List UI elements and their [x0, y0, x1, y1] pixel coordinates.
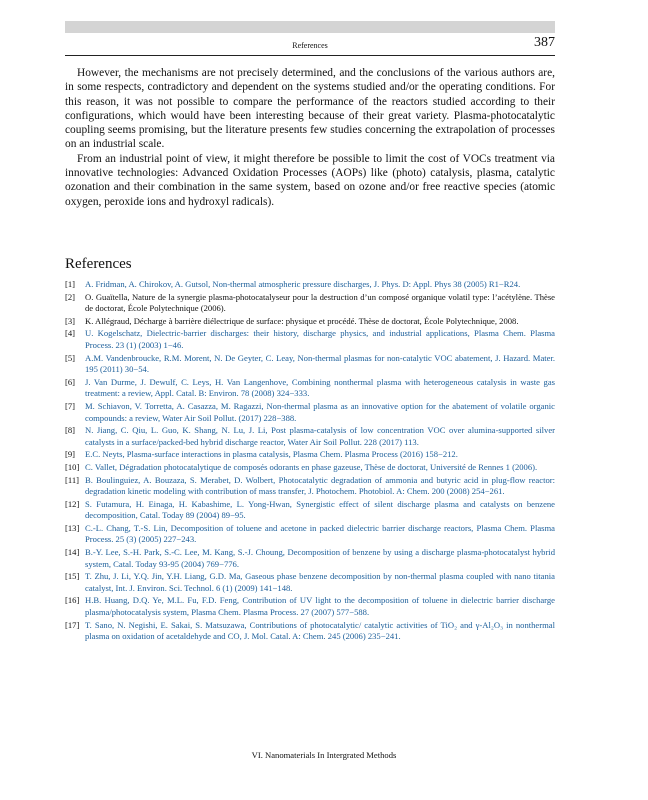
reference-number: [2] [65, 291, 76, 302]
page-header [65, 37, 555, 56]
reference-text: O. Guaïtella, Nature de la synergie plasma-photocatalyseur pour la destruction d’un composé organique volatil type: l’acétylène. Thèse de doctorat, École Polytechnique (2006). [85, 291, 555, 314]
reference-number: [16] [65, 595, 80, 606]
reference-number: [10] [65, 461, 80, 472]
reference-link[interactable]: A.M. Vandenbroucke, R.M. Morent, N. De Geyter, C. Leay, Non-thermal plasmas for non-catalytic VOC abatement, J. Hazard. Mater. 195 (2011) 30−54. [85, 352, 555, 375]
reference-item[interactable] [65, 401, 555, 424]
reference-link[interactable]: C. Vallet, Dégradation photocatalytique de composés odorants en phase gazeuse, Thèse de doctorat, Université de Rennes 1 (2006). [85, 461, 538, 472]
reference-link[interactable]: C.-L. Chang, T.-S. Lin, Decomposition of toluene and acetone in packed dielectric barrier discharge reactors, Plasma Chem. Plasma Process. 25 (3) (2005) 227−243. [85, 522, 555, 545]
reference-item[interactable] [65, 449, 555, 461]
reference-text: K. Allégraud, Décharge à barrière diélectrique de surface: physique et procédé. Thèse de doctorat, École Polytechnique, 2008. [85, 315, 519, 326]
page-number: 387 [534, 35, 555, 50]
page-footer: VI. Nanomaterials In Intergrated Methods [251, 750, 397, 760]
references-heading: References [65, 256, 132, 272]
reference-item[interactable] [65, 377, 555, 400]
reference-link[interactable]: B.-Y. Lee, S.-H. Park, S.-C. Lee, M. Kang, S.-J. Choung, Decomposition of benzene by using a discharge plasma-photocatalyst hybrid system, Catal. Today 93-95 (2004) 769−776. [85, 547, 555, 569]
reference-item [65, 316, 555, 328]
reference-number: [4] [65, 328, 76, 339]
reference-link[interactable]: M. Schiavon, V. Torretta, A. Casazza, M. Ragazzi, Non-thermal plasma as an innovative option for the abatement of volatile organic compounds: a review, Water Air Soil Pollut. (2017) 228−388. [85, 400, 555, 423]
reference-link[interactable]: H.B. Huang, D.Q. Ye, M.L. Fu, F.D. Feng, Contribution of UV light to the decomposition of toluene in dielectric barrier discharge plasma/photocatalysis system, Plasma Chem. Plasma Process. 27 (2007) 577−588. [85, 595, 555, 618]
reference-item[interactable] [65, 328, 555, 351]
reference-number: [14] [65, 547, 80, 558]
reference-item[interactable] [65, 571, 555, 594]
paragraph: From an industrial point of view, it might therefore be possible to limit the cost of VOCs treatment via innovative technologies: Advanced Oxidation Processes (AOPs) like (photo) catalysis, plasma, catalytic ozonation and their combination in the same system, based on ozone and/or free reactive species (atomic oxygen, peroxide ions and hydroxyl radicals). [65, 152, 555, 208]
body-text [65, 66, 555, 209]
reference-item[interactable] [65, 462, 555, 474]
reference-number: [7] [65, 400, 76, 411]
reference-number: [17] [65, 619, 80, 630]
reference-number: [8] [65, 425, 76, 436]
reference-item[interactable] [65, 523, 555, 546]
reference-item[interactable] [65, 595, 555, 618]
reference-item[interactable] [65, 425, 555, 448]
reference-item[interactable] [65, 620, 555, 643]
running-head: References [292, 41, 328, 50]
reference-link[interactable]: N. Jiang, C. Qiu, L. Guo, K. Shang, N. Lu, J. Li, Post plasma-catalysis of low concentration VOC over alumina-supported silver catalysts in a surface/packed-bed hybrid discharge reactor, Water Air Soil Pollut. 228 (2017) 113. [85, 425, 555, 447]
reference-link[interactable]: S. Futamura, H. Einaga, H. Kabashime, L. Yong-Hwan, Synergistic effect of silent discharge plasma and catalysts on benzene decomposition, Catal. Today 89 (2004) 89−95. [85, 498, 555, 521]
reference-number: [12] [65, 498, 80, 509]
reference-item[interactable] [65, 353, 555, 376]
reference-number: [5] [65, 352, 76, 363]
reference-link[interactable]: T. Sano, N. Negishi, E. Sakai, S. Matsuzawa, Contributions of photocatalytic/ catalytic activities of TiO₂ and γ-Al₂O₃ in nonthermal plasma on oxidation of acetaldehyde and CO, J. Mol. Catal. A: Chem. 245 (2006) 235−241. [85, 619, 555, 642]
reference-link[interactable]: E.C. Neyts, Plasma-surface interactions in plasma catalysis, Plasma Chem. Plasma Process (2016) 158−212. [85, 449, 458, 460]
reference-item[interactable] [65, 499, 555, 522]
reference-number: [3] [65, 315, 76, 326]
reference-number: [15] [65, 571, 80, 582]
reference-item[interactable] [65, 279, 555, 291]
header-bar [65, 21, 555, 33]
reference-link[interactable]: U. Kogelschatz, Dielectric-barrier discharges: their history, discharge physics, and industrial applications, Plasma Chem. Plasma Process. 23 (1) (2003) 1−46. [85, 328, 555, 350]
reference-link[interactable]: J. Van Durme, J. Dewulf, C. Leys, H. Van Langenhove, Combining nonthermal plasma with heterogeneous catalysis in waste gas treatment: a review, Appl. Catal. B: Environ. 78 (2008) 324−333. [85, 376, 555, 399]
reference-link[interactable]: A. Fridman, A. Chirokov, A. Gutsol, Non-thermal atmospheric pressure discharges, J. Phys. D: Appl. Phys 38 (2005) R1−R24. [85, 279, 521, 289]
reference-item[interactable] [65, 475, 555, 498]
reference-list [65, 279, 555, 644]
reference-number: [11] [65, 474, 79, 485]
reference-item [65, 292, 555, 315]
reference-link[interactable]: B. Boulinguiez, A. Bouzaza, S. Merabet, D. Wolbert, Photocatalytic degradation of ammonia and butyric acid in plug-flow reactor: degradation kinetic modeling with contribution of mass transfer, J. Photochem. Photobiol. A: Chem. 200 (2008) 254−261. [85, 474, 555, 497]
paragraph: However, the mechanisms are not precisely determined, and the conclusions of the various authors are, in some respects, contradictory and dependent on the systems studied and/or the operating conditions. For this reason, it was not possible to compare the performance of the reactors studied according to their configurations, which would have been interesting because of their great variety. Plasma-photocatalytic coupling seems promising, but the literature presents few studies concerning the extrapolation of processes on an industrial scale. [65, 67, 555, 151]
reference-number: [1] [65, 279, 76, 289]
reference-number: [13] [65, 522, 80, 533]
reference-number: [6] [65, 376, 76, 387]
reference-number: [9] [65, 449, 76, 460]
reference-link[interactable]: T. Zhu, J. Li, Y.Q. Jin, Y.H. Liang, G.D. Ma, Gaseous phase benzene decomposition by non-thermal plasma coupled with nano titania catalyst, Int. J. Environ. Sci. Technol. 6 (1) (2009) 141−148. [85, 571, 555, 593]
reference-item[interactable] [65, 547, 555, 570]
